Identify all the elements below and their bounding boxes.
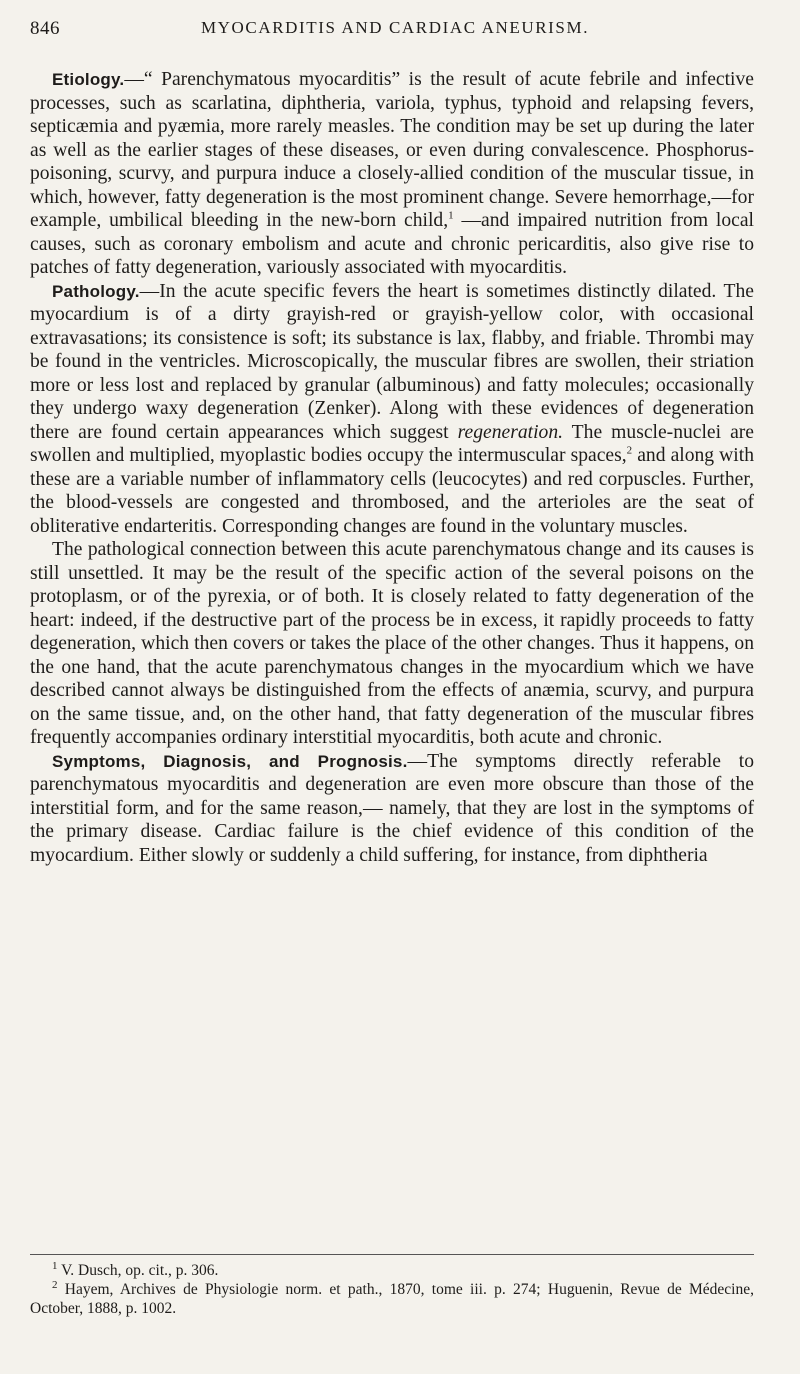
running-title: MYOCARDITIS AND CARDIAC ANEURISM. <box>200 18 590 37</box>
footnote-ref-2: 2 <box>626 444 633 457</box>
footnote-marker-1: 1 <box>52 1259 58 1272</box>
footnote-marker-2: 2 <box>52 1278 58 1291</box>
section-heading-etiology: Etiology. <box>52 70 125 89</box>
pathology-emphasis: regeneration. <box>457 421 564 443</box>
paragraph-etiology <box>30 68 754 280</box>
body-text <box>30 68 754 867</box>
footnote-rule <box>30 1254 754 1255</box>
pathology-text-2: The muscle-nuclei are swollen and multiplied, myoplastic bodies occupy the intermuscular spaces, <box>30 421 755 466</box>
etiology-text-1: —“ Parenchymatous myocarditis” is the result of acute febrile and infective processes, such as scarlatina, diphtheria, variola, typhus, typhoid and relapsing fevers, septicæmia and pyæmia, more rarely measles. The condition may be set up during the later as well as the earlier stages of these diseases, or even during convalescence. Phosphorus-poisoning, scurvy, and purpura induce a closely-allied condition of the muscular tissue, in which, however, fatty degeneration is the most prominent change. Severe hemorrhage,—for example, umbilical bleeding in the new-born child, <box>30 69 754 231</box>
footnote-text-2: Hayem, Archives de Physiologie norm. et path., 1870, tome iii. p. 274; Huguenin, Revue de Médecine, October, 1888, p. 1002. <box>30 1281 754 1317</box>
paragraph-symptoms <box>30 750 754 868</box>
footnote-text-1: V. Dusch, op. cit., p. 306. <box>57 1262 219 1279</box>
footnotes <box>30 1261 754 1318</box>
page-header <box>30 18 760 52</box>
footnote-2 <box>30 1280 754 1318</box>
paragraph-pathology-cont: The pathological connection between this acute parenchymatous change and its causes is still unsettled. It may be the result of the specific action of the several poisons on the protoplasm, or of the pyrexia, or of both. It is closely related to fatty degeneration of the heart: indeed, if the destructive part of the process be in excess, it rapidly proceeds to fatty degeneration, which then covers or takes the place of the other changes. Thus it happens, on the one hand, that the acute parenchymatous changes in the myocardium which we have described cannot always be distinguished from the effects of anæmia, scurvy, and purpura on the same tissue, and, on the other hand, that fatty degeneration of the muscular fibres frequently accompanies ordinary interstitial myocarditis, both acute and chronic. <box>30 539 754 748</box>
pathology-text-1: —In the acute specific fevers the heart is sometimes distinctly dilated. The myocardium is of a dirty grayish-red or grayish-yellow color, with occasional extravasations; its consistence is soft; its substance is lax, flabby, and friable. Thrombi may be found in the ventricles. Microscopically, the muscular fibres are swollen, their striation more or less lost and replaced by granular (albuminous) and fatty molecules; occasionally they undergo waxy degeneration (Zenker). Along with these evidences of degeneration there are found certain appearances which suggest <box>30 280 754 443</box>
section-heading-symptoms: Symptoms, Diagnosis, and Prognosis. <box>52 751 408 771</box>
footnote-ref-1: 1 <box>448 209 454 222</box>
section-heading-pathology: Pathology. <box>52 281 140 301</box>
pathology-text-3: and along with these are a variable number of inflammatory cells (leucocytes) and red corpuscles. Further, the blood-vessels are congested and thrombosed, and the arterioles are the seat of obliterative endarteritis. Corresponding changes are found in the voluntary muscles. <box>30 445 754 537</box>
page-number: 846 <box>30 18 60 39</box>
etiology-text-2: —and impaired nutrition from local causes, such as coronary embolism and acute and chronic pericarditis, also give rise to patches of fatty degeneration, variously associated with myocarditis. <box>30 210 755 278</box>
symptoms-text: —The symptoms directly referable to parenchymatous myocarditis and degeneration are even more obscure than those of the interstitial form, and for the same reason,— namely, that they are lost in the symptoms of the primary disease. Cardiac failure is the chief evidence of this condition of the myocardium. Either slowly or suddenly a child suffering, for instance, from diphtheria <box>30 750 754 866</box>
footnote-1 <box>30 1261 754 1280</box>
paragraph-pathology <box>30 280 754 539</box>
